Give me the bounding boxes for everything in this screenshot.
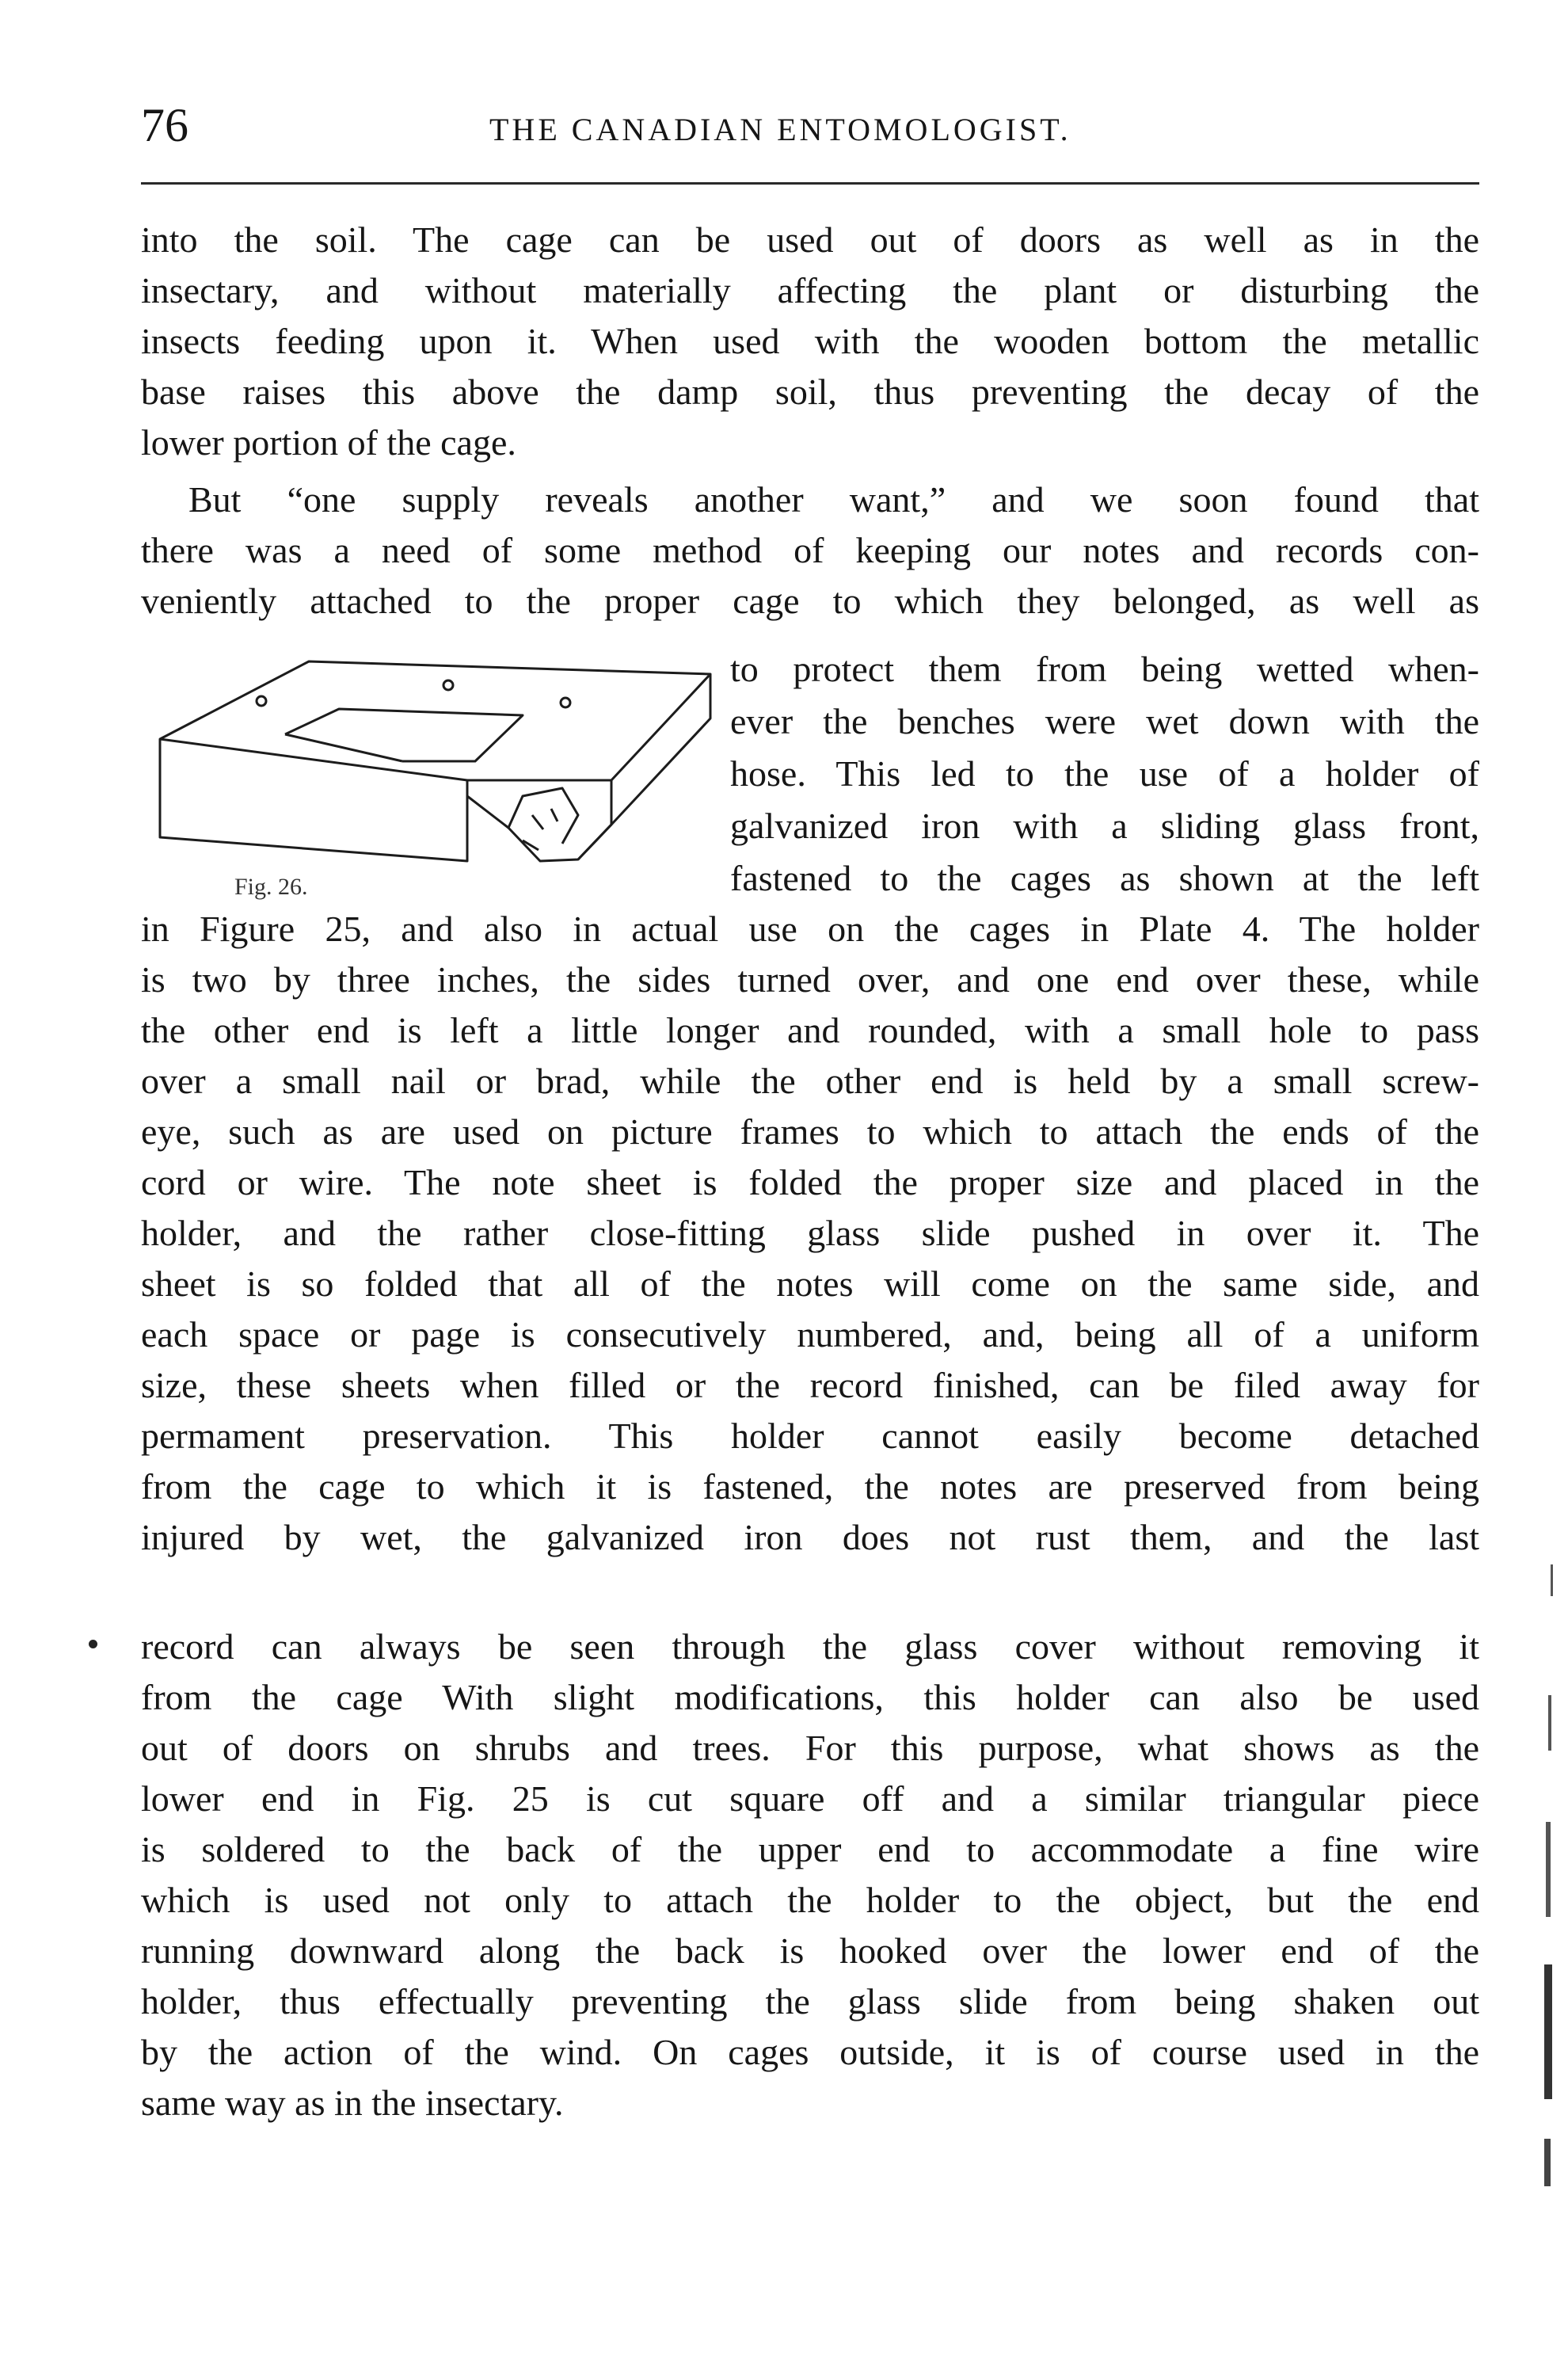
text-line: cord or wire. The note sheet is folded the proper size and placed in the <box>141 1162 1479 1202</box>
text-line: holder, thus effectually preventing the glass slide from being shaken out <box>141 1981 1479 2022</box>
hole-icon <box>443 680 453 690</box>
text-line: base raises this above the damp soil, thus preventing the decay of the <box>141 372 1479 412</box>
text-line: in Figure 25, and also in actual use on the cages in Plate 4. The holder <box>141 909 1479 949</box>
text-line: size, these sheets when filled or the record finished, can be filed away for <box>141 1365 1479 1405</box>
text-line: injured by wet, the galvanized iron does not rust them, and the last <box>141 1517 1479 1557</box>
text-line: veniently attached to the proper cage to which they belonged, as well as <box>141 581 1479 621</box>
text-line: to protect them from being wetted when- <box>730 649 1479 689</box>
text-line: fastened to the cages as shown at the left <box>730 858 1479 898</box>
text-line: from the cage With slight modifications, this holder can also be used <box>141 1677 1479 1717</box>
text-line: insects feeding upon it. When used with the wooden bottom the metallic <box>141 321 1479 361</box>
text-line: insectary, and without materially affecting the plant or disturbing the <box>141 270 1479 311</box>
page-header <box>141 93 1479 157</box>
scan-edge-mark <box>1546 1822 1551 1917</box>
text-line: hose. This led to the use of a holder of <box>730 753 1479 794</box>
text-line: running downward along the back is hooked over the lower end of the <box>141 1930 1479 1971</box>
text-line: lower portion of the cage. <box>141 422 516 463</box>
text-line: which is used not only to attach the holder to the object, but the end <box>141 1880 1479 1920</box>
text-line: ever the benches were wet down with the <box>730 701 1479 741</box>
text-line: over a small nail or brad, while the other end is held by a small screw- <box>141 1061 1479 1101</box>
scan-edge-mark <box>1551 1564 1553 1596</box>
text-line: record can always be seen through the glass cover without removing it <box>141 1626 1479 1667</box>
running-title: THE CANADIAN ENTOMOLOGIST. <box>489 112 1071 147</box>
figure-caption: Fig. 26. <box>234 874 308 900</box>
note-holder-illustration <box>150 646 729 875</box>
hole-icon <box>257 696 266 706</box>
header-rule <box>141 182 1479 185</box>
text-line: the other end is left a little longer and rounded, with a small hole to pass <box>141 1010 1479 1050</box>
scan-edge-mark <box>1544 1964 1552 2099</box>
text-line: holder, and the rather close-fitting glass slide pushed in over it. The <box>141 1213 1479 1253</box>
text-line: is two by three inches, the sides turned over, and one end over these, while <box>141 959 1479 1000</box>
scan-edge-mark <box>1544 2139 1551 2186</box>
text-line: out of doors on shrubs and trees. For this purpose, what shows as the <box>141 1728 1479 1768</box>
text-line: lower end in Fig. 25 is cut square off and a similar triangular piece <box>141 1778 1479 1819</box>
text-line: eye, such as are used on picture frames to which to attach the ends of the <box>141 1111 1479 1152</box>
margin-dot <box>89 1640 97 1648</box>
hole-icon <box>561 698 570 707</box>
figure-note-holder <box>150 646 729 907</box>
text-line: from the cage to which it is fastened, the notes are preserved from being <box>141 1466 1479 1507</box>
text-line: each space or page is consecutively numbered, and, being all of a uniform <box>141 1314 1479 1355</box>
text-line: into the soil. The cage can be used out of doors as well as in the <box>141 219 1479 260</box>
text-line: permament preservation. This holder cannot easily become detached <box>141 1416 1479 1456</box>
text-line: sheet is so folded that all of the notes will come on the same side, and <box>141 1263 1479 1304</box>
text-line: galvanized iron with a sliding glass front, <box>730 806 1479 846</box>
page-number: 76 <box>141 99 188 151</box>
text-line: is soldered to the back of the upper end to accommodate a fine wire <box>141 1829 1479 1869</box>
text-line: same way as in the insectary. <box>141 2082 564 2123</box>
text-line: by the action of the wind. On cages outside, it is of course used in the <box>141 2032 1479 2072</box>
text-line: there was a need of some method of keeping our notes and records con- <box>141 530 1479 570</box>
text-line: But “one supply reveals another want,” and we soon found that <box>188 479 1479 520</box>
scan-edge-mark <box>1548 1695 1551 1751</box>
